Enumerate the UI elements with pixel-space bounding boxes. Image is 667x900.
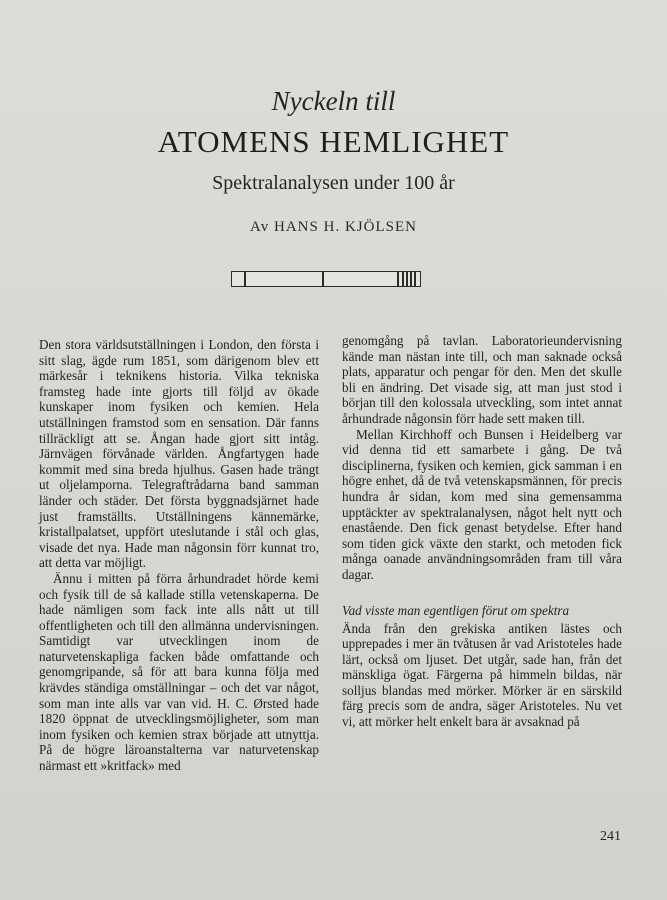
page-number: 241 — [600, 829, 621, 844]
spectral-line — [402, 272, 404, 286]
spectral-line — [410, 272, 412, 286]
article-byline: Av HANS H. KJÖLSEN — [250, 219, 417, 235]
article-subtitle: Spektralanalysen under 100 år — [212, 172, 455, 194]
paragraph: Mellan Kirchhoff och Bunsen i Heidelberg var vid denna tid ett samarbete i gång. De två disciplinerna, fysiken och kemien, gick samman i en högre enhet, då de två vetenskapsmännen, för precis hundra år sidan, kom med sina gemensamma upptäckter av spektralanalysen, något helt nytt och enastående. Den fick genast betydelse. Efter hand som tiden gick växte den starkt, och metoden fick många oanade användningsområden fram till våra dagar. — [342, 426, 622, 582]
spectral-line — [397, 272, 399, 286]
paragraph: Ända från den grekiska antiken lästes och upprepades i mer än tvåtusen år vad Aristoteles hade lärt, också om ljuset. Det utgår, sade han, från det mänskliga ögat. Färgerna på himmeln bildas, när solljus blandas med mörker. Mörker är en särskild färg precis som de andra, säger Aristoteles. Nu vet vi, att mörker helt enkelt bara är avsaknad på — [342, 620, 622, 730]
spectral-line — [406, 272, 408, 286]
article-title: ATOMENS HEMLIGHET — [157, 124, 510, 159]
right-column — [342, 333, 622, 730]
spectral-line — [322, 272, 324, 286]
paragraph: Ännu i mitten på förra århundradet hörde kemi och fysik till de så kallade stilla vetenskaperna. De hade nämligen som fack inte alls nått ut till offentligheten och till den allmänna undervisningen. Samtidigt var utvecklingen inom de naturvetenskapliga facken både omfattande och genomgripande, så för att bara kunna följa med krävdes ständiga omställningar – och det var något, som man inte alls var van vid. H. C. Ørsted hade 1820 öppnat de utvecklingsmöjligheter, som man inom fysiken och kemien strax började att utnyttja. På de högre läroanstalterna var naturvetenskap närmast ett »kritfack» med — [39, 570, 319, 774]
spectrum-bar-icon — [231, 271, 421, 287]
section-heading: Vad visste man egentligen förut om spektra — [342, 602, 570, 618]
paragraph: Den stora världsutställningen i London, den första i sitt slag, ägde rum 1851, som därigenom blev ett märkesår i teknikens historia. Vilka tekniska framsteg hade inte gjorts till följd av ökade kunskaper inom fysiken och kemien. Hela utställningen framstod som en sensation. Där fanns tillräckligt att se. Ångan hade gjort sitt intåg. Järnvägen förvånade världen. Ångfartygen hade kommit med sina breda hjulhus. Gasen hade trängt ut oljelamporna. Telegraftrådarna band samman länder och städer. Det första byggnadsjärnet hade just framställts. Utställningens kännemärke, kristallpalatset, uppfört uteslutande i stål och glas, visade det nya. Hade man någonsin förr kunnat tro, att detta var möjligt. — [39, 337, 319, 571]
title-kicker: Nyckeln till — [271, 86, 396, 116]
spectral-line — [414, 272, 416, 286]
paragraph: genomgång på tavlan. Laboratorieundervisning kände man nästan inte till, och man saknade också plats, apparatur och pengar för den. Men det skulle bli en ändring. Det visade sig, att man just stod i början till den kolossala utveckling, som intet annat århundrade någonsin förr hade sett maken till. — [342, 333, 622, 426]
left-column — [39, 337, 319, 774]
spectral-line — [244, 272, 246, 286]
